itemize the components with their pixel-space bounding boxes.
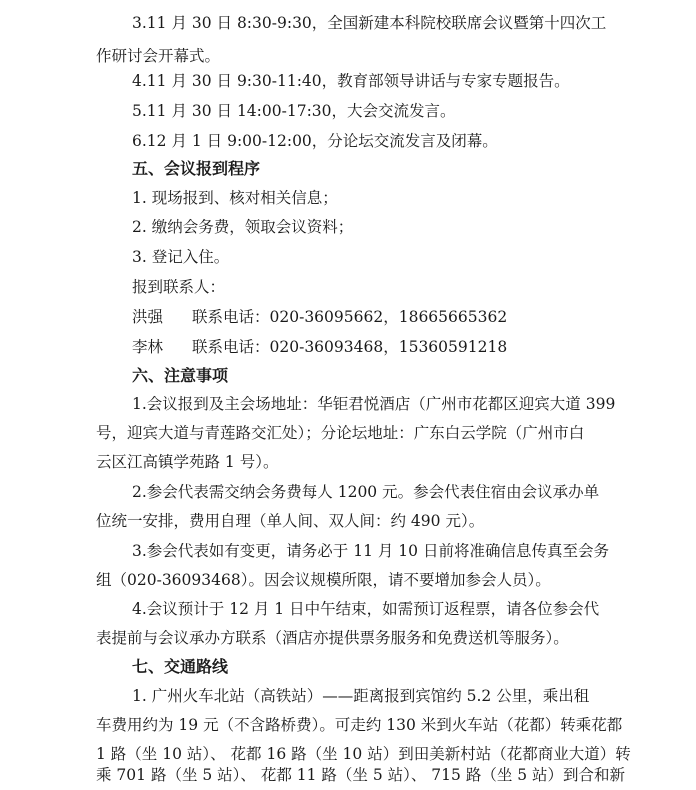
transport-item-1-cont: 车费用约为 19 元（不含路桥费）。可走约 130 米到火车站（花都）转乘花都 [96, 716, 623, 734]
transport-item-1: 1. 广州火车北站（高铁站）——距离报到宾馆约 5.2 公里，乘出租 [132, 687, 590, 705]
note-1: 1.会议报到及主会场地址：华钜君悦酒店（广州市花都区迎宾大道 399 [132, 395, 616, 413]
note-1-cont: 号，迎宾大道与青莲路交汇处）；分论坛地址：广东白云学院（广州市白 [96, 424, 585, 442]
note-2-cont: 位统一安排，费用自理（单人间、双人间：约 490 元）。 [96, 512, 485, 530]
note-3-cont: 组（020-36093468）。因会议规模所限，请不要增加参会人员）。 [96, 571, 551, 589]
registration-step-2: 2. 缴纳会务费，领取会议资料； [132, 218, 354, 236]
contact-row [132, 332, 696, 362]
schedule-item-5: 5.11 月 30 日 14:00-17:30，大会交流发言。 [132, 102, 456, 120]
registration-step-1: 1. 现场报到、核对相关信息； [132, 189, 338, 207]
note-2: 2.参会代表需交纳会务费每人 1200 元。参会代表住宿由会议承办单 [132, 483, 600, 501]
note-4: 4.会议预计于 12 月 1 日中午结束，如需预订返程票，请各位参会代 [132, 600, 600, 618]
transport-item-1-cont: 1 路（坐 10 站）、 花都 16 路（坐 10 站）到田美新村站（花都商业大道）转 [96, 745, 631, 763]
schedule-item-3: 3.11 月 30 日 8:30-9:30，全国新建本科院校联席会议暨第十四次工 [132, 14, 607, 32]
contact-name: 洪强 [132, 308, 164, 326]
contact-phone: 联系电话：020-36095662，18665665362 [192, 308, 508, 326]
note-3: 3.参会代表如有变更，请务必于 11 月 10 日前将准确信息传真至会务 [132, 542, 609, 560]
transport-item-1-cont: 乘 701 路（坐 5 站）、 花都 11 路（坐 5 站）、 715 路（坐 5 站）到合和新 [96, 766, 626, 784]
note-4-cont: 表提前与会议承办方联系（酒店亦提供票务服务和免费送机等服务）。 [96, 629, 569, 647]
contact-row [132, 302, 696, 332]
schedule-item-4: 4.11 月 30 日 9:30-11:40，教育部领导讲话与专家专题报告。 [132, 72, 570, 90]
schedule-item-3-cont: 作研讨会开幕式。 [96, 47, 221, 65]
registration-step-3: 3. 登记入住。 [132, 248, 230, 266]
note-1-cont: 云区江高镇学苑路 1 号）。 [96, 453, 279, 471]
schedule-item-6: 6.12 月 1 日 9:00-12:00，分论坛交流发言及闭幕。 [132, 132, 498, 150]
section-heading-registration: 五、会议报到程序 [132, 159, 261, 178]
section-heading-notes: 六、注意事项 [132, 366, 229, 385]
section-heading-transport: 七、交通路线 [132, 657, 229, 676]
contact-heading: 报到联系人： [132, 278, 226, 296]
contact-name: 李林 [132, 338, 164, 356]
contact-phone: 联系电话：020-36093468，15360591218 [192, 338, 508, 356]
